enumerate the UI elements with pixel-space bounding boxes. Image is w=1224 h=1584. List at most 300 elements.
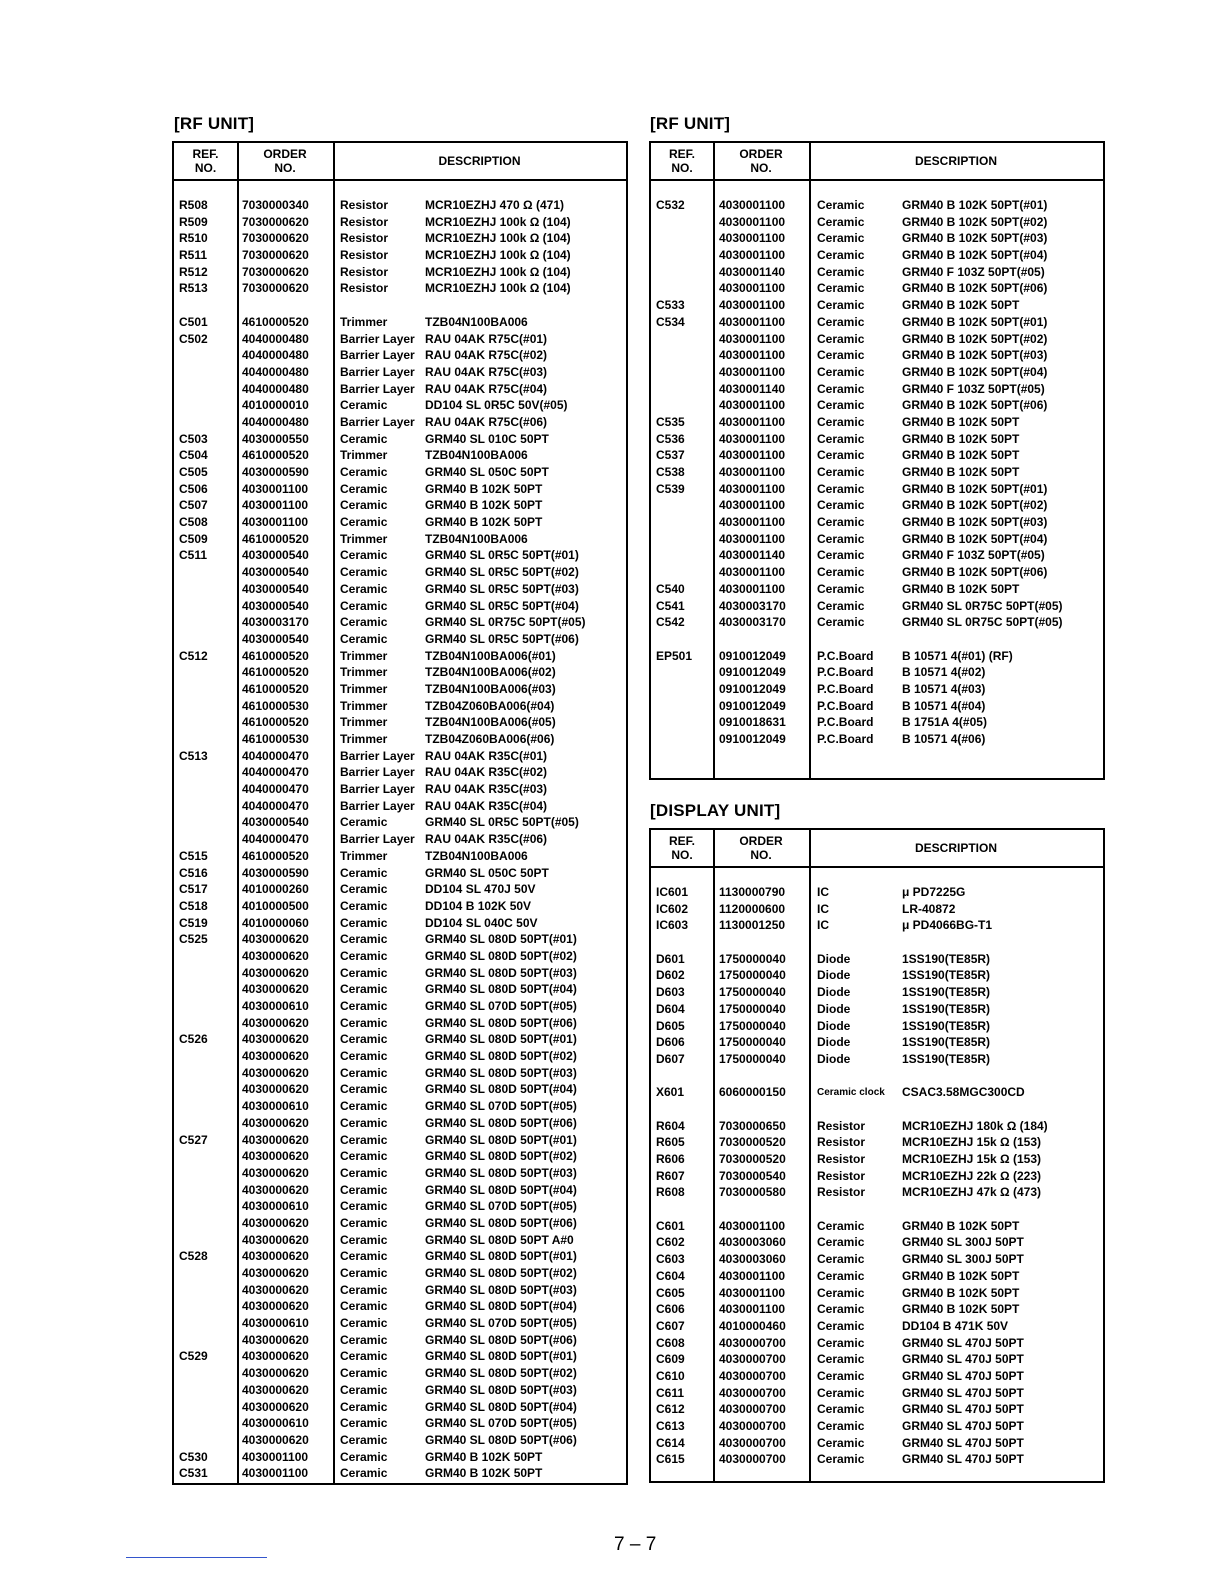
order-no-cell: 7030000620 xyxy=(242,214,309,229)
part-type-cell: Ceramic xyxy=(817,1368,865,1383)
part-type-cell: Ceramic xyxy=(817,1385,865,1400)
part-type-cell: Ceramic xyxy=(817,1452,865,1467)
part-type-cell: Ceramic xyxy=(817,214,865,229)
order-no-cell: 4030000620 xyxy=(242,1249,309,1264)
row-spacer xyxy=(651,1068,1103,1085)
order-no-cell: 4040000480 xyxy=(242,331,309,346)
table-row xyxy=(174,1232,626,1249)
order-no-cell: 4030000540 xyxy=(242,565,309,580)
part-code-cell: GRM40 SL 080D 50PT(#06) xyxy=(425,1332,577,1347)
part-code-cell: 1SS190(TE85R) xyxy=(902,951,991,966)
order-no-cell: 4030000620 xyxy=(242,1115,309,1130)
part-code-cell: 1SS190(TE85R) xyxy=(902,1051,991,1066)
part-code-cell: GRM40 SL 080D 50PT(#02) xyxy=(425,948,577,963)
order-no-cell: 4030001100 xyxy=(719,214,786,229)
part-type-cell: Ceramic xyxy=(817,448,865,463)
part-code-cell: GRM40 B 102K 50PT xyxy=(902,1268,1020,1283)
table-row xyxy=(174,1465,626,1482)
ref-no-cell: C519 xyxy=(179,915,208,930)
part-code-cell: LR-40872 xyxy=(902,901,956,916)
part-code-cell: RAU 04AK R35C(#04) xyxy=(425,798,548,813)
part-type-cell: Ceramic xyxy=(340,1199,388,1214)
part-type-cell: Trimmer xyxy=(340,732,388,746)
part-code-cell: GRM40 SL 0R75C 50PT(#05) xyxy=(902,598,1063,613)
part-code-cell: DD104 SL 040C 50V xyxy=(425,915,538,930)
ref-no-cell: C516 xyxy=(179,865,208,880)
part-type-cell: Ceramic xyxy=(340,1132,388,1147)
order-no-cell: 4030000550 xyxy=(242,431,309,446)
part-code-cell: GRM40 B 102K 50PT xyxy=(902,1218,1020,1233)
page-number: 7 – 7 xyxy=(614,1534,657,1555)
part-code-cell: GRM40 SL 080D 50PT(#04) xyxy=(425,982,577,997)
part-type-cell: Ceramic xyxy=(340,1449,388,1464)
ref-no-cell: C605 xyxy=(656,1285,685,1300)
ref-no-cell: C536 xyxy=(656,431,685,446)
part-type-cell: Ceramic xyxy=(340,1215,388,1230)
part-type-cell: Trimmer xyxy=(340,531,388,546)
order-no-cell: 4030000590 xyxy=(242,865,309,880)
part-code-cell: TZB04Z060BA006(#06) xyxy=(425,732,555,746)
order-no-cell: 4030000700 xyxy=(719,1368,786,1383)
part-type-cell: P.C.Board xyxy=(817,732,874,746)
part-type-cell: Ceramic xyxy=(817,398,865,413)
description-header: DESCRIPTION xyxy=(914,154,997,168)
table-row xyxy=(651,447,1103,464)
table-row xyxy=(651,984,1103,1001)
part-type-cell: Ceramic xyxy=(817,1402,865,1417)
row-spacer xyxy=(651,934,1103,951)
table-row xyxy=(651,414,1103,431)
part-type-cell: Ceramic xyxy=(817,331,865,346)
order-no-cell: 4030000620 xyxy=(242,1165,309,1180)
table-row xyxy=(174,331,626,348)
part-code-cell: GRM40 B 102K 50PT(#01) xyxy=(902,481,1048,496)
table-row xyxy=(174,347,626,364)
table-row xyxy=(174,1015,626,1032)
order-no-cell: 4030000620 xyxy=(242,1382,309,1397)
order-no-cell: 7030000620 xyxy=(242,231,309,246)
table-row xyxy=(174,1065,626,1082)
part-type-cell: Ceramic clock xyxy=(817,1087,885,1099)
table-row xyxy=(174,364,626,381)
order-no-cell: 4030001100 xyxy=(719,298,786,313)
part-type-cell: Ceramic xyxy=(817,1435,865,1450)
table-row xyxy=(174,848,626,865)
part-type-cell: Ceramic xyxy=(340,982,388,997)
part-type-cell: Ceramic xyxy=(340,581,388,596)
table-row xyxy=(174,781,626,798)
table-row xyxy=(174,831,626,848)
order-no-cell: 4030001100 xyxy=(719,414,786,429)
table-row xyxy=(174,280,626,297)
part-code-cell: RAU 04AK R35C(#01) xyxy=(425,748,548,763)
table-row xyxy=(174,664,626,681)
part-type-cell: Ceramic xyxy=(817,565,865,580)
ref-no-cell: C615 xyxy=(656,1452,685,1467)
part-code-cell: TZB04N100BA006 xyxy=(425,314,528,329)
order-no-cell: 4610000520 xyxy=(242,531,309,546)
ref-no-cell: C612 xyxy=(656,1402,685,1417)
part-type-cell: Diode xyxy=(817,951,851,966)
part-type-cell: Ceramic xyxy=(817,314,865,329)
table-row xyxy=(174,1148,626,1165)
table-row xyxy=(174,314,626,331)
ref-no-cell: C509 xyxy=(179,531,208,546)
table-row xyxy=(651,1018,1103,1035)
ref-no-cell: C611 xyxy=(656,1385,685,1400)
ref-no-cell: C540 xyxy=(656,581,685,596)
order-no-cell: 4030000620 xyxy=(242,1299,309,1314)
part-code-cell: CSAC3.58MGC300CD xyxy=(902,1085,1025,1100)
part-code-cell: GRM40 SL 470J 50PT xyxy=(902,1335,1024,1350)
part-type-cell: Ceramic xyxy=(340,1332,388,1347)
part-code-cell: B 10571 4(#02) xyxy=(902,665,986,680)
part-code-cell: B 10571 4(#01) (RF) xyxy=(902,648,1013,663)
part-code-cell: GRM40 SL 080D 50PT(#02) xyxy=(425,1266,577,1280)
order-no-cell: 1750000040 xyxy=(719,968,786,983)
part-code-cell: GRM40 SL 470J 50PT xyxy=(902,1435,1024,1450)
ref-no-cell: C606 xyxy=(656,1302,685,1317)
table-row xyxy=(174,1449,626,1466)
order-no-cell: 4610000520 xyxy=(242,665,309,680)
ref-no-cell: IC603 xyxy=(656,918,689,933)
part-code-cell: GRM40 SL 070D 50PT(#05) xyxy=(425,1416,577,1431)
table-row xyxy=(174,381,626,398)
row-spacer xyxy=(651,1201,1103,1218)
part-type-cell: Resistor xyxy=(340,281,389,296)
order-no-cell: 4030000620 xyxy=(242,1432,309,1447)
part-code-cell: GRM40 SL 470J 50PT xyxy=(902,1385,1024,1400)
part-code-cell: GRM40 SL 080D 50PT(#04) xyxy=(425,1399,577,1414)
ref-no-cell: C507 xyxy=(179,498,208,513)
ref-no-cell: R509 xyxy=(179,214,208,229)
part-code-cell: MCR10EZHJ 100k Ω (104) xyxy=(425,231,571,246)
part-type-cell: Ceramic xyxy=(817,381,865,396)
order-no-cell: 4030001100 xyxy=(719,314,786,329)
ref-no-cell: D602 xyxy=(656,968,685,983)
part-type-cell: Ceramic xyxy=(817,1302,865,1317)
part-code-cell: GRM40 SL 080D 50PT(#03) xyxy=(425,965,577,980)
table-row xyxy=(174,764,626,781)
part-code-cell: GRM40 B 102K 50PT xyxy=(902,581,1020,596)
part-type-cell: P.C.Board xyxy=(817,648,874,663)
ref-no-cell: C530 xyxy=(179,1449,208,1464)
table-row xyxy=(651,1251,1103,1268)
table-row xyxy=(174,397,626,414)
table-row xyxy=(174,1415,626,1432)
table-row xyxy=(651,1335,1103,1352)
part-type-cell: Resistor xyxy=(817,1152,866,1166)
ref-no-cell: C527 xyxy=(179,1132,208,1147)
order-no-cell: 4030001140 xyxy=(719,381,786,396)
order-no-cell: 4030001100 xyxy=(719,281,786,296)
part-type-cell: Ceramic xyxy=(817,1352,865,1367)
part-type-cell: Ceramic xyxy=(340,1165,388,1180)
part-code-cell: RAU 04AK R35C(#02) xyxy=(425,765,548,780)
table-row xyxy=(651,1034,1103,1051)
table-row xyxy=(651,397,1103,414)
ref-no-cell: R508 xyxy=(179,198,208,212)
part-code-cell: GRM40 SL 080D 50PT A#0 xyxy=(425,1232,574,1247)
part-code-cell: 1SS190(TE85R) xyxy=(902,1035,991,1050)
part-code-cell: RAU 04AK R75C(#02) xyxy=(425,348,548,363)
part-code-cell: MCR10EZHJ 100k Ω (104) xyxy=(425,214,571,229)
part-type-cell: Ceramic xyxy=(340,1049,388,1064)
table-row xyxy=(174,648,626,665)
order-no-cell: 4030001100 xyxy=(719,248,786,263)
part-type-cell: Trimmer xyxy=(340,848,388,863)
part-type-cell: Ceramic xyxy=(340,882,388,897)
part-type-cell: Resistor xyxy=(817,1168,866,1183)
ref-no-cell: C526 xyxy=(179,1032,208,1047)
table-row xyxy=(651,531,1103,548)
ref-no-cell: C614 xyxy=(656,1435,685,1450)
part-code-cell: RAU 04AK R75C(#01) xyxy=(425,331,548,346)
table-row xyxy=(174,464,626,481)
part-type-cell: Ceramic xyxy=(340,1349,388,1364)
part-code-cell: DD104 B 102K 50V xyxy=(425,898,532,913)
table-row xyxy=(174,247,626,264)
ref-no-cell: C534 xyxy=(656,314,685,329)
part-code-cell: TZB04N100BA006(#01) xyxy=(425,648,556,663)
part-type-cell: Ceramic xyxy=(817,348,865,363)
part-code-cell: GRM40 SL 080D 50PT(#03) xyxy=(425,1382,577,1397)
table-row xyxy=(651,297,1103,314)
part-code-cell: DD104 SL 0R5C 50V(#05) xyxy=(425,398,568,413)
part-code-cell: GRM40 B 102K 50PT(#03) xyxy=(902,348,1048,363)
order-no-cell: 4030000620 xyxy=(242,965,309,980)
table-row xyxy=(174,814,626,831)
order-no-cell: 4030001100 xyxy=(242,1449,309,1464)
part-type-cell: Barrier Layer xyxy=(340,765,415,780)
part-code-cell: GRM40 SL 070D 50PT(#05) xyxy=(425,1316,577,1331)
order-no-cell: 4030000540 xyxy=(242,815,309,830)
part-code-cell: GRM40 B 102K 50PT xyxy=(902,414,1020,429)
ref-no-cell: R607 xyxy=(656,1168,685,1183)
ref-no-cell: R608 xyxy=(656,1185,685,1200)
part-code-cell: MCR10EZHJ 470 Ω (471) xyxy=(425,198,565,212)
part-type-cell: Ceramic xyxy=(817,414,865,429)
footer-rule xyxy=(126,1557,267,1558)
table-row xyxy=(651,951,1103,968)
table-row xyxy=(651,967,1103,984)
table-row xyxy=(174,898,626,915)
part-type-cell: Ceramic xyxy=(817,615,865,630)
order-no-cell: 4030000620 xyxy=(242,1282,309,1297)
part-code-cell: GRM40 F 103Z 50PT(#05) xyxy=(902,264,1045,279)
order-no-cell: 4610000520 xyxy=(242,848,309,863)
table-row xyxy=(651,547,1103,564)
order-no-cell: 4040000470 xyxy=(242,765,309,780)
order-no-cell: 4030000700 xyxy=(719,1402,786,1417)
part-code-cell: DD104 SL 470J 50V xyxy=(425,882,536,897)
order-no-cell: 4030000620 xyxy=(242,948,309,963)
part-type-cell: Ceramic xyxy=(340,548,388,563)
part-type-cell: Ceramic xyxy=(340,915,388,930)
part-code-cell: RAU 04AK R35C(#06) xyxy=(425,832,548,847)
order-no-cell: 4010000500 xyxy=(242,898,309,913)
part-type-cell: Ceramic xyxy=(340,565,388,580)
part-code-cell: GRM40 SL 070D 50PT(#05) xyxy=(425,1099,577,1114)
part-type-cell: Ceramic xyxy=(340,999,388,1013)
order-no-header: ORDER NO. xyxy=(739,147,783,175)
part-code-cell: GRM40 B 102K 50PT xyxy=(425,481,543,496)
table-row xyxy=(174,981,626,998)
part-type-cell: Ceramic xyxy=(340,1316,388,1331)
part-code-cell: GRM40 B 102K 50PT(#03) xyxy=(902,515,1048,530)
order-no-cell: 4030000540 xyxy=(242,581,309,596)
table-row xyxy=(651,1451,1103,1468)
part-code-cell: GRM40 SL 470J 50PT xyxy=(902,1452,1024,1467)
table-row xyxy=(174,214,626,231)
table-row xyxy=(651,581,1103,598)
order-no-cell: 4030001100 xyxy=(719,431,786,446)
table-row xyxy=(174,1248,626,1265)
part-code-cell: GRM40 SL 080D 50PT(#01) xyxy=(425,1132,577,1147)
ref-no-cell: C607 xyxy=(656,1318,685,1333)
part-code-cell: 1SS190(TE85R) xyxy=(902,968,991,983)
order-no-cell: 7030000620 xyxy=(242,248,309,263)
table-row xyxy=(174,230,626,247)
description-header: DESCRIPTION xyxy=(914,841,997,855)
part-type-cell: Ceramic xyxy=(340,1082,388,1097)
part-code-cell: GRM40 SL 080D 50PT(#02) xyxy=(425,1366,577,1381)
part-code-cell: MCR10EZHJ 22k Ω (223) xyxy=(902,1168,1042,1183)
table-row xyxy=(651,1418,1103,1435)
ref-no-cell: C537 xyxy=(656,448,685,463)
table-row xyxy=(174,714,626,731)
order-no-cell: 7030000520 xyxy=(719,1135,786,1150)
order-no-cell: 4610000520 xyxy=(242,715,309,730)
table-row xyxy=(651,714,1103,731)
part-type-cell: Ceramic xyxy=(817,231,865,246)
ref-no-cell: R510 xyxy=(179,231,208,246)
order-no-cell: 4030001100 xyxy=(719,398,786,413)
part-type-cell: Barrier Layer xyxy=(340,798,415,813)
part-type-cell: Ceramic xyxy=(340,1182,388,1197)
part-code-cell: 1SS190(TE85R) xyxy=(902,1001,991,1016)
ref-no-cell: C610 xyxy=(656,1368,685,1383)
order-no-cell: 0910012049 xyxy=(719,648,786,663)
part-code-cell: GRM40 B 102K 50PT xyxy=(425,1466,543,1481)
part-type-cell: Ceramic xyxy=(340,598,388,613)
order-no-cell: 4030000700 xyxy=(719,1435,786,1450)
part-code-cell: TZB04N100BA006 xyxy=(425,448,528,463)
table-row xyxy=(651,884,1103,901)
part-type-cell: Barrier Layer xyxy=(340,364,415,379)
part-type-cell: Ceramic xyxy=(817,465,865,479)
ref-no-header: REF. NO. xyxy=(668,147,695,175)
part-code-cell: GRM40 SL 080D 50PT(#02) xyxy=(425,1049,577,1064)
table-row xyxy=(651,901,1103,918)
order-no-cell: 4040000470 xyxy=(242,832,309,847)
part-type-cell: Diode xyxy=(817,985,851,1000)
order-no-cell: 7030000650 xyxy=(719,1118,786,1133)
part-code-cell: DD104 B 471K 50V xyxy=(902,1318,1009,1333)
order-no-cell: 4030000610 xyxy=(242,999,309,1013)
table-row xyxy=(174,614,626,631)
order-no-cell: 6060000150 xyxy=(719,1085,786,1100)
table-row xyxy=(651,598,1103,615)
order-no-cell: 1750000040 xyxy=(719,985,786,1000)
order-no-cell: 1750000040 xyxy=(719,1018,786,1033)
part-code-cell: GRM40 SL 470J 50PT xyxy=(902,1368,1024,1383)
part-code-cell: GRM40 SL 0R5C 50PT(#02) xyxy=(425,565,579,580)
part-code-cell: GRM40 F 103Z 50PT(#05) xyxy=(902,381,1045,396)
order-no-cell: 1750000040 xyxy=(719,951,786,966)
part-code-cell: GRM40 B 102K 50PT xyxy=(902,1285,1020,1300)
table-row xyxy=(651,314,1103,331)
part-type-cell: Ceramic xyxy=(817,1318,865,1333)
part-type-cell: Trimmer xyxy=(340,715,388,730)
part-type-cell: Trimmer xyxy=(340,698,388,713)
table-row xyxy=(651,564,1103,581)
part-code-cell: GRM40 F 103Z 50PT(#05) xyxy=(902,548,1045,563)
part-code-cell: TZB04N100BA006(#05) xyxy=(425,715,556,730)
table-row xyxy=(174,1115,626,1132)
order-no-cell: 4030001100 xyxy=(719,465,786,479)
table-row xyxy=(174,1165,626,1182)
part-code-cell: GRM40 B 102K 50PT(#06) xyxy=(902,281,1048,296)
table-row xyxy=(174,447,626,464)
table-row xyxy=(651,1285,1103,1302)
ref-no-cell: C613 xyxy=(656,1419,685,1433)
table-row xyxy=(174,798,626,815)
part-type-cell: P.C.Board xyxy=(817,698,874,713)
part-type-cell: Ceramic xyxy=(340,1432,388,1447)
ref-no-cell: C518 xyxy=(179,898,208,913)
order-no-cell: 4030000620 xyxy=(242,1332,309,1347)
table-row xyxy=(174,547,626,564)
part-code-cell: MCR10EZHJ 15k Ω (153) xyxy=(902,1135,1042,1150)
table-row xyxy=(651,1184,1103,1201)
order-no-cell: 4030000610 xyxy=(242,1416,309,1431)
part-type-cell: Ceramic xyxy=(340,1099,388,1114)
part-code-cell: GRM40 SL 0R5C 50PT(#04) xyxy=(425,598,579,613)
table-row xyxy=(651,1168,1103,1185)
table-row xyxy=(651,1051,1103,1068)
part-code-cell: 1SS190(TE85R) xyxy=(902,1018,991,1033)
part-type-cell: Resistor xyxy=(817,1185,866,1200)
order-no-cell: 4030000620 xyxy=(242,1065,309,1080)
ref-no-cell: D605 xyxy=(656,1018,685,1033)
order-no-cell: 4010000260 xyxy=(242,882,309,897)
part-type-cell: Ceramic xyxy=(340,1065,388,1080)
part-type-cell: Ceramic xyxy=(340,1382,388,1397)
part-type-cell: Diode xyxy=(817,1018,851,1033)
part-type-cell: Ceramic xyxy=(340,1416,388,1431)
table-row xyxy=(174,1332,626,1349)
part-type-cell: Ceramic xyxy=(340,1266,388,1280)
order-no-cell: 4030001140 xyxy=(719,548,786,563)
order-no-cell: 4610000520 xyxy=(242,448,309,463)
order-no-cell: 4030001100 xyxy=(719,515,786,530)
part-type-cell: Ceramic xyxy=(340,1366,388,1381)
order-no-header: ORDER NO. xyxy=(263,147,307,175)
part-type-cell: Trimmer xyxy=(340,665,388,680)
part-type-cell: Resistor xyxy=(817,1135,866,1150)
part-code-cell: GRM40 SL 080D 50PT(#03) xyxy=(425,1065,577,1080)
part-type-cell: Ceramic xyxy=(817,1252,865,1267)
ref-no-header: REF. NO. xyxy=(192,147,219,175)
part-type-cell: Ceramic xyxy=(817,198,865,212)
part-type-cell: Trimmer xyxy=(340,648,388,663)
order-no-cell: 4030000620 xyxy=(242,1149,309,1164)
part-type-cell: Barrier Layer xyxy=(340,748,415,763)
table-row xyxy=(174,681,626,698)
table-row xyxy=(174,1432,626,1449)
table-row xyxy=(651,1134,1103,1151)
